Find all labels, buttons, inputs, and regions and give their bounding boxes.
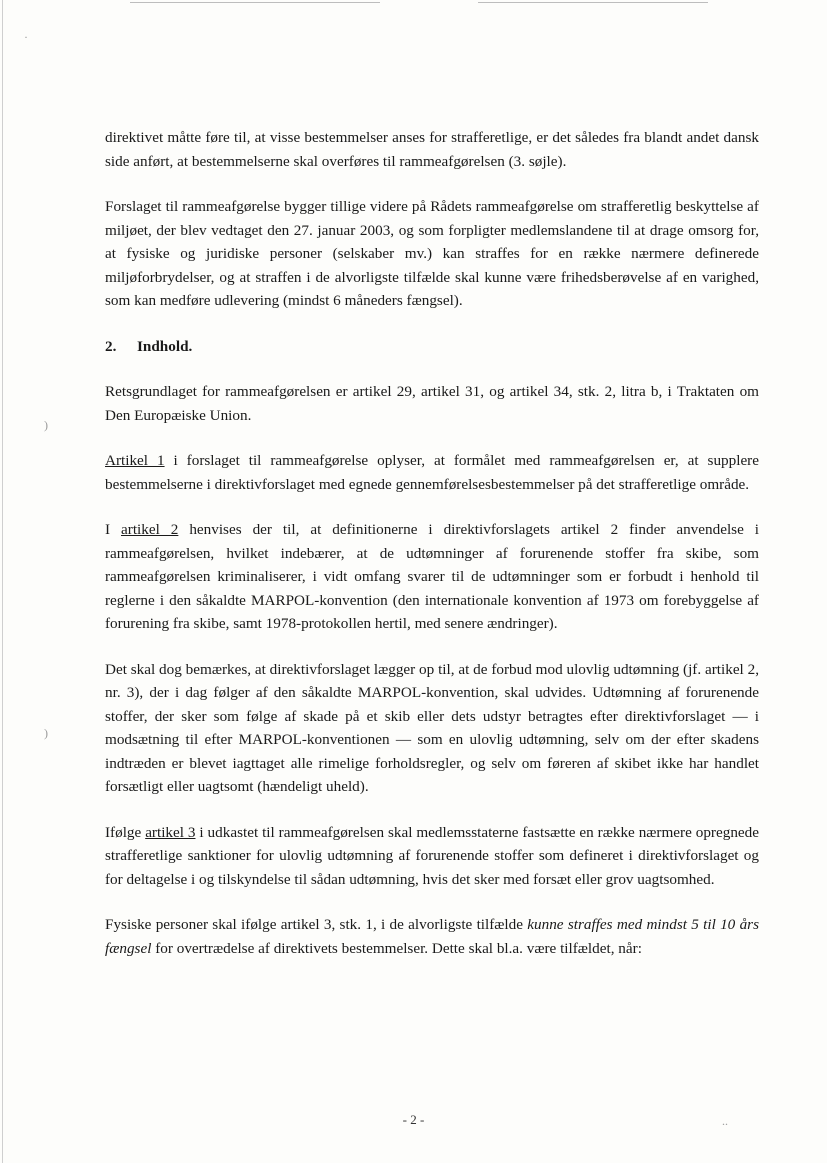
scan-edge-top-left [130,2,380,3]
paragraph-1: direktivet måtte føre til, at visse bestemmelser anses for strafferetlige, er det således fra blandt andet dansk side anført, at bestemmelserne skal overføres til rammeafgørelsen (3. søjle). [105,129,759,170]
paragraph-4 [105,449,759,496]
paragraph-2: Forslaget til rammeafgørelse bygger tillige videre på Rådets rammeafgørelse om strafferetlig beskyttelse af miljøet, der blev vedtaget den 27. januar 2003, og som forpligter medlemslandene til at drage omsorg for, at fysiske og juridiske personer (selskaber mv.) kan straffes for en række nærmere definerede miljøforbrydelser, og at straffen i de alvorligste tilfælde skal kunne være frihedsberøvelse af en varighed, som kan medføre udlevering (mindst 6 måneders fængsel). [105,198,759,309]
paragraph-6: Det skal dog bemærkes, at direktivforslaget lægger op til, at de forbud mod ulovlig udtømning (jf. artikel 2, nr. 3), der i dag følger af den såkaldte MARPOL-konvention, skal udvides. Udtømning af forurenende stoffer, der sker som følge af skade på et skib eller dets udstyr betragtes efter direktivforslaget — i modsætning til efter MARPOL-konventionen — som en ulovlig udtømning, selv om der efter skadens indtræden er blevet iagttaget alle rimelige forholdsregler, og selv om føreren af skibet ikke har handlet forsætligt eller uagtsomt (hændeligt uheld). [105,660,759,795]
paragraph-7-prefix: Ifølge [105,823,146,841]
article-3-reference: artikel 3 [145,823,196,841]
paragraph-5 [105,518,759,636]
scan-speck: .. [722,1114,728,1128]
paragraph-8-text: for overtrædelse af direktivets bestemmelser. Dette skal bl.a. være tilfældet, når: [151,939,642,957]
paragraph-4-text: i forslaget til rammeafgørelse oplyser, at formålet med rammeafgørelsen er, at supplere bestemmelserne i direktivforslaget med egnede gennemførelsesbestemmelser på det strafferetlige område. [105,452,759,493]
paragraph-7-text: i udkastet til rammeafgørelsen skal medlemsstaterne fastsætte en række nærmere opregnede strafferetlige sanktioner for ulovlig udtømning af forurenende stoffer som defineret i direktivforslaget og for deltagelse i og tilskyndelse til sådan udtømning, hvis det sker med forsæt eller grov uagtsomhed. [105,823,759,888]
article-2-reference: artikel 2 [121,521,179,538]
paragraph-7 [105,821,759,892]
article-1-reference: Artikel 1 [105,452,165,469]
section-heading [105,335,759,359]
document-body [105,126,759,982]
paragraph-8 [105,913,759,960]
scan-speck: ) [44,726,48,740]
paragraph-5-prefix: I [105,521,122,538]
section-title: Indhold. [137,337,193,355]
paragraph-3: Retsgrundlaget for rammeafgørelsen er artikel 29, artikel 31, og artikel 34, stk. 2, litra b, i Traktaten om Den Europæiske Union. [105,383,759,424]
scan-speck: · [24,30,28,44]
section-number: 2. [105,337,117,355]
scan-edge-left [2,0,3,1163]
scan-edge-top-right [478,2,708,3]
paragraph-8-italic: kunne straffes med mindst 5 til 10 års fængsel [105,916,759,957]
page-number: - 2 - [402,1112,425,1127]
paragraph-8-prefix: Fysiske personer skal ifølge artikel 3, stk. 1, i de alvorligste tilfælde [105,916,528,933]
scan-speck: ) [44,418,48,432]
paragraph-5-text: henvises der til, at definitionerne i direktivforslagets artikel 2 finder anvendelse i rammeafgørelsen, hvilket indebærer, at de udtømninger af forurenende stoffer fra skibe, som rammeafgørelsen kriminaliserer, i vidt omfang svarer til de udtømninger som er forbudt i henhold til reglerne i den såkaldte MARPOL-konvention (den internationale konvention af 1973 om forebyggelse af forurening fra skibe, samt 1978-protokollen hertil, med senere ændringer). [105,521,759,632]
